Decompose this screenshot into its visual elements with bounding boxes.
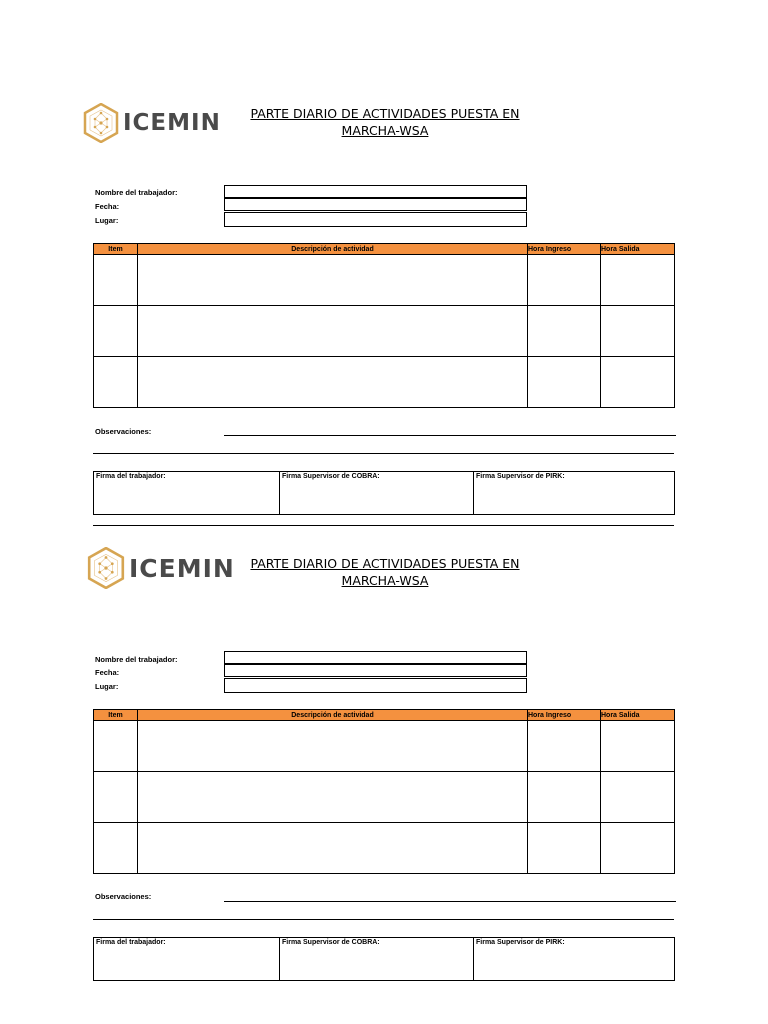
observations-line-2[interactable] [93,453,674,454]
signature-row [94,938,675,981]
title-line-1: PARTE DIARIO DE ACTIVIDADES PUESTA EN [250,556,520,571]
description-cell[interactable] [138,823,528,874]
logo-text: ICEMIN [123,110,221,136]
activities-table [93,243,675,408]
item-header: Item [94,710,138,721]
worker-signature-label: Firma del trabajador: [96,939,166,946]
exit-time-cell[interactable] [601,306,675,357]
exit-time-cell[interactable] [601,823,675,874]
hexagon-logo-icon [83,103,119,143]
date-label: Fecha: [95,202,120,211]
cobra-signature-box[interactable] [280,938,474,981]
table-header-row [94,244,675,255]
table-row [94,823,675,874]
entry-time-cell[interactable] [528,772,601,823]
form-2 [0,466,768,966]
exit-time-cell[interactable] [601,721,675,772]
description-header: Descripción de actividad [138,710,528,721]
item-cell[interactable] [94,823,138,874]
observations-label: Observaciones: [95,892,152,901]
cobra-signature-label: Firma Supervisor de COBRA: [282,473,380,480]
worker-name-field[interactable] [224,185,527,198]
activities-table [93,709,675,874]
entry-time-cell[interactable] [528,306,601,357]
entry-time-header: Hora Ingreso [528,244,601,255]
signatures-table [93,937,675,981]
description-cell[interactable] [138,772,528,823]
worker-name-label: Nombre del trabajador: [95,188,178,197]
place-field[interactable] [224,212,527,227]
entry-time-header: Hora Ingreso [528,710,601,721]
entry-time-cell[interactable] [528,721,601,772]
place-label: Lugar: [95,216,119,225]
entry-time-cell[interactable] [528,357,601,408]
form-1 [0,0,768,500]
cobra-signature-label: Firma Supervisor de COBRA: [282,939,380,946]
pirk-signature-label: Firma Supervisor de PIRK: [476,473,565,480]
table-header-row [94,710,675,721]
worker-name-field[interactable] [224,651,527,664]
observations-label: Observaciones: [95,427,152,436]
icemin-logo [83,103,221,143]
date-field[interactable] [224,664,527,677]
table-row [94,357,675,408]
entry-time-cell[interactable] [528,823,601,874]
item-cell[interactable] [94,357,138,408]
page-title [236,555,534,589]
item-cell[interactable] [94,721,138,772]
worker-name-label: Nombre del trabajador: [95,655,178,664]
exit-time-header: Hora Salida [601,244,675,255]
description-cell[interactable] [138,357,528,408]
observations-line-2[interactable] [93,919,674,920]
date-field[interactable] [224,198,527,211]
table-row [94,772,675,823]
title-line-2: MARCHA-WSA [341,573,429,588]
description-cell[interactable] [138,721,528,772]
icemin-logo [87,547,235,589]
exit-time-cell[interactable] [601,255,675,306]
description-cell[interactable] [138,255,528,306]
hexagon-logo-icon [87,547,125,589]
item-cell[interactable] [94,772,138,823]
pirk-signature-label: Firma Supervisor de PIRK: [476,939,565,946]
logo-text: ICEMIN [129,553,235,583]
table-row [94,306,675,357]
entry-time-cell[interactable] [528,255,601,306]
exit-time-cell[interactable] [601,357,675,408]
item-cell[interactable] [94,255,138,306]
item-cell[interactable] [94,306,138,357]
title-line-1: PARTE DIARIO DE ACTIVIDADES PUESTA EN [250,106,520,121]
date-label: Fecha: [95,668,120,677]
place-field[interactable] [224,678,527,693]
pirk-signature-box[interactable] [474,938,675,981]
description-header: Descripción de actividad [138,244,528,255]
place-label: Lugar: [95,682,119,691]
table-row [94,721,675,772]
worker-signature-label: Firma del trabajador: [96,473,166,480]
description-cell[interactable] [138,306,528,357]
page-title [236,105,534,139]
item-header: Item [94,244,138,255]
table-row [94,255,675,306]
title-line-2: MARCHA-WSA [341,123,429,138]
exit-time-cell[interactable] [601,772,675,823]
observations-line[interactable] [224,435,676,436]
observations-line[interactable] [224,901,676,902]
exit-time-header: Hora Salida [601,710,675,721]
worker-signature-box[interactable] [94,938,280,981]
